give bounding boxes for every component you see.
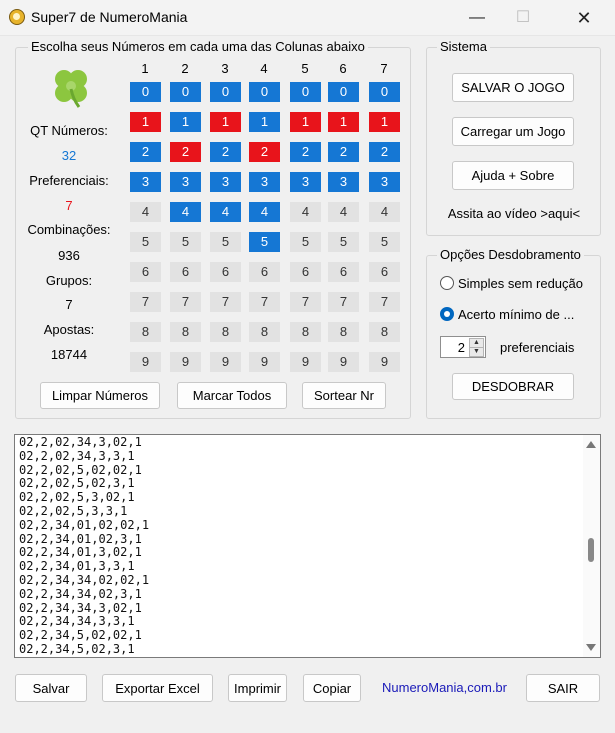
number-cell-col7-2[interactable]: 2: [369, 142, 400, 162]
number-cell-col6-2[interactable]: 2: [328, 142, 359, 162]
number-cell-col2-6[interactable]: 6: [170, 262, 201, 282]
four-leaf-clover-icon: [49, 65, 93, 109]
number-cell-col4-7[interactable]: 7: [249, 292, 280, 312]
grupos-label: Grupos:: [45, 273, 93, 288]
qt-numeros-value: 32: [61, 148, 77, 163]
apostas-label: Apostas:: [43, 322, 95, 337]
output-line: 02,2,34,01,02,02,1: [19, 517, 150, 532]
column-header-1: 1: [141, 61, 149, 76]
number-cell-col4-3[interactable]: 3: [249, 172, 280, 192]
number-cell-col4-0[interactable]: 0: [249, 82, 280, 102]
number-cell-col6-3[interactable]: 3: [328, 172, 359, 192]
window-title: Super7 de NumeroMania: [31, 9, 188, 25]
number-cell-col7-5[interactable]: 5: [369, 232, 400, 252]
salvar-button[interactable]: Salvar: [15, 674, 87, 702]
number-cell-col7-0[interactable]: 0: [369, 82, 400, 102]
qt-numeros-label: QT Números:: [30, 123, 108, 138]
exportar-excel-button[interactable]: Exportar Excel: [102, 674, 213, 702]
number-cell-col6-7[interactable]: 7: [328, 292, 359, 312]
number-cell-col1-4[interactable]: 4: [130, 202, 161, 222]
column-header-5: 5: [301, 61, 309, 76]
sair-button[interactable]: SAIR: [526, 674, 600, 702]
number-cell-col3-7[interactable]: 7: [210, 292, 241, 312]
output-line: 02,2,34,01,02,3,1: [19, 531, 142, 546]
number-cell-col4-9[interactable]: 9: [249, 352, 280, 372]
output-lines: [19, 436, 149, 657]
scroll-up-icon[interactable]: [586, 441, 596, 448]
number-cell-col2-4[interactable]: 4: [170, 202, 201, 222]
output-line: 02,2,34,34,02,02,1: [19, 572, 150, 587]
column-header-3: 3: [221, 61, 229, 76]
number-cell-col5-8[interactable]: 8: [290, 322, 321, 342]
number-cell-col2-2[interactable]: 2: [170, 142, 201, 162]
output-textarea[interactable]: [14, 434, 601, 658]
output-line: 02,2,34,34,3,02,1: [19, 600, 142, 615]
number-cell-col4-1[interactable]: 1: [249, 112, 280, 132]
grupos-value: 7: [65, 297, 73, 312]
output-line: 02,2,34,34,3,3,1: [19, 614, 135, 629]
number-cell-col1-2[interactable]: 2: [130, 142, 161, 162]
number-cell-col2-1[interactable]: 1: [170, 112, 201, 132]
opcoes-group-legend: Opções Desdobramento: [437, 247, 584, 262]
output-line: 02,2,34,34,02,3,1: [19, 586, 142, 601]
output-line: 02,2,02,5,3,3,1: [19, 503, 128, 518]
output-line: 02,2,34,5,02,02,1: [19, 628, 142, 643]
video-link[interactable]: Assita ao vídeo >aqui<: [447, 206, 581, 221]
stepper-label: preferenciais: [500, 340, 575, 355]
preferenciais-label: Preferenciais:: [29, 173, 109, 188]
number-cell-col5-1[interactable]: 1: [290, 112, 321, 132]
number-cell-col4-5[interactable]: 5: [249, 232, 280, 252]
desdobrar-button[interactable]: DESDOBRAR: [452, 373, 574, 400]
number-cell-col3-0[interactable]: 0: [210, 82, 241, 102]
number-cell-col7-8[interactable]: 8: [369, 322, 400, 342]
number-cell-col1-1[interactable]: 1: [130, 112, 161, 132]
stepper-value[interactable]: 2: [457, 340, 465, 355]
number-cell-col2-8[interactable]: 8: [170, 322, 201, 342]
number-cell-col1-0[interactable]: 0: [130, 82, 161, 102]
number-cell-col6-8[interactable]: 8: [328, 322, 359, 342]
numeromania-link[interactable]: NumeroMania,com.br: [382, 680, 507, 695]
number-cell-col6-0[interactable]: 0: [328, 82, 359, 102]
vertical-scrollbar[interactable]: [583, 435, 600, 657]
minimize-button[interactable]: —: [469, 9, 485, 26]
output-line: 02,2,34,01,3,3,1: [19, 559, 135, 574]
number-cell-col5-4[interactable]: 4: [290, 202, 321, 222]
number-cell-col7-9[interactable]: 9: [369, 352, 400, 372]
number-cell-col4-8[interactable]: 8: [249, 322, 280, 342]
number-cell-col1-8[interactable]: 8: [130, 322, 161, 342]
number-cell-col5-9[interactable]: 9: [290, 352, 321, 372]
number-cell-col6-9[interactable]: 9: [328, 352, 359, 372]
output-line: 02,2,02,34,3,3,1: [19, 448, 135, 463]
preferenciais-value: 7: [65, 198, 73, 213]
number-cell-col4-6[interactable]: 6: [249, 262, 280, 282]
simples-label[interactable]: Simples sem redução: [458, 276, 583, 291]
number-cell-col3-6[interactable]: 6: [210, 262, 241, 282]
number-cell-col6-4[interactable]: 4: [328, 202, 359, 222]
output-line: 02,2,02,5,02,3,1: [19, 476, 135, 491]
marcar-todos-button[interactable]: Marcar Todos: [177, 382, 287, 409]
stepper-up-icon[interactable]: ▲: [469, 338, 484, 348]
acerto-minimo-label[interactable]: Acerto mínimo de ...: [458, 307, 575, 322]
number-cell-col3-3[interactable]: 3: [210, 172, 241, 192]
number-cell-col6-1[interactable]: 1: [328, 112, 359, 132]
scroll-thumb[interactable]: [588, 538, 594, 562]
column-header-6: 6: [339, 61, 347, 76]
number-cell-col2-9[interactable]: 9: [170, 352, 201, 372]
numbers-group-legend: Escolha seus Números em cada uma das Colunas abaixo: [28, 39, 368, 54]
copiar-button[interactable]: Copiar: [303, 674, 361, 702]
close-button[interactable]: ✕: [576, 8, 592, 28]
maximize-button[interactable]: ☐: [515, 9, 531, 26]
number-cell-col4-2[interactable]: 2: [249, 142, 280, 162]
output-line: 02,2,34,01,3,02,1: [19, 545, 142, 560]
ajuda-sobre-button[interactable]: Ajuda + Sobre: [452, 161, 574, 190]
number-cell-col5-5[interactable]: 5: [290, 232, 321, 252]
acerto-minimo-radio[interactable]: [440, 307, 454, 321]
number-cell-col5-7[interactable]: 7: [290, 292, 321, 312]
number-cell-col7-1[interactable]: 1: [369, 112, 400, 132]
number-cell-col2-7[interactable]: 7: [170, 292, 201, 312]
number-cell-col7-7[interactable]: 7: [369, 292, 400, 312]
output-line: 02,2,34,5,02,3,1: [19, 641, 135, 656]
imprimir-button[interactable]: Imprimir: [228, 674, 287, 702]
preferenciais-stepper[interactable]: [440, 336, 486, 358]
output-line: 02,2,02,5,3,02,1: [19, 490, 135, 505]
title-bar: [0, 0, 615, 36]
number-cell-col2-0[interactable]: 0: [170, 82, 201, 102]
limpar-numeros-button[interactable]: Limpar Números: [40, 382, 160, 409]
column-header-2: 2: [181, 61, 189, 76]
number-cell-col5-0[interactable]: 0: [290, 82, 321, 102]
number-cell-col7-3[interactable]: 3: [369, 172, 400, 192]
salvar-jogo-button[interactable]: SALVAR O JOGO: [452, 73, 574, 102]
number-cell-col1-6[interactable]: 6: [130, 262, 161, 282]
number-cell-col3-5[interactable]: 5: [210, 232, 241, 252]
number-cell-col1-3[interactable]: 3: [130, 172, 161, 192]
apostas-value: 18744: [50, 347, 88, 362]
combinacoes-label: Combinações:: [27, 222, 111, 237]
number-cell-col3-9[interactable]: 9: [210, 352, 241, 372]
sortear-nr-button[interactable]: Sortear Nr: [302, 382, 386, 409]
output-line: 02,2,02,34,3,02,1: [19, 435, 142, 449]
output-line: 02,2,02,5,02,02,1: [19, 462, 142, 477]
number-cell-col3-2[interactable]: 2: [210, 142, 241, 162]
column-header-7: 7: [380, 61, 388, 76]
app-icon: [9, 9, 25, 25]
number-cell-col7-6[interactable]: 6: [369, 262, 400, 282]
stepper-down-icon[interactable]: ▼: [469, 347, 484, 357]
number-cell-col1-9[interactable]: 9: [130, 352, 161, 372]
number-cell-col6-5[interactable]: 5: [328, 232, 359, 252]
number-cell-col2-5[interactable]: 5: [170, 232, 201, 252]
number-cell-col3-8[interactable]: 8: [210, 322, 241, 342]
scroll-down-icon[interactable]: [586, 644, 596, 651]
combinacoes-value: 936: [58, 248, 80, 263]
number-cell-col5-3[interactable]: 3: [290, 172, 321, 192]
number-cell-col7-4[interactable]: 4: [369, 202, 400, 222]
number-cell-col1-7[interactable]: 7: [130, 292, 161, 312]
number-cell-col2-3[interactable]: 3: [170, 172, 201, 192]
carregar-jogo-button[interactable]: Carregar um Jogo: [452, 117, 574, 146]
column-header-4: 4: [260, 61, 268, 76]
number-cell-col3-4[interactable]: 4: [210, 202, 241, 222]
simples-radio[interactable]: [440, 276, 454, 290]
sistema-group-legend: Sistema: [437, 39, 490, 54]
number-cell-col4-4[interactable]: 4: [249, 202, 280, 222]
number-cell-col5-6[interactable]: 6: [290, 262, 321, 282]
number-cell-col3-1[interactable]: 1: [210, 112, 241, 132]
number-cell-col6-6[interactable]: 6: [328, 262, 359, 282]
number-cell-col5-2[interactable]: 2: [290, 142, 321, 162]
number-cell-col1-5[interactable]: 5: [130, 232, 161, 252]
